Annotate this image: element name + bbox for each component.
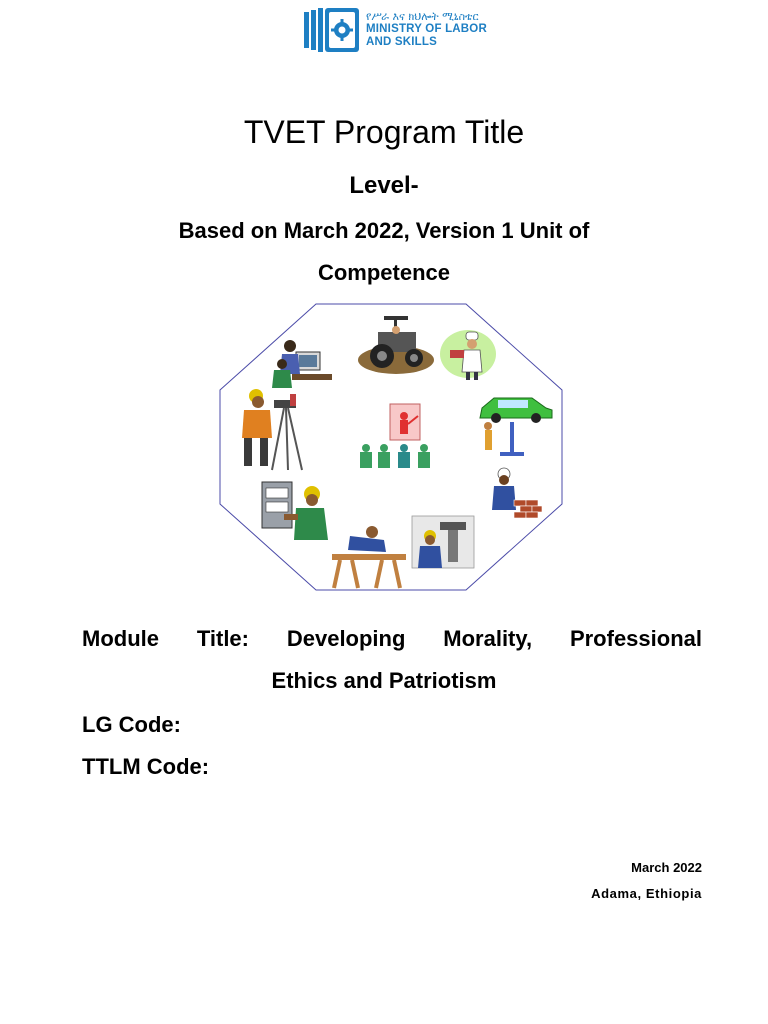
module-title-line-2: Ethics and Patriotism bbox=[271, 668, 497, 693]
module-title-line-1 bbox=[82, 622, 702, 656]
program-title: TVET Program Title bbox=[243, 114, 525, 150]
module-title-word: Title: bbox=[196, 626, 249, 651]
logo-english-line-1: MINISTRY OF LABOR bbox=[366, 23, 487, 35]
lg-code-label: LG Code: bbox=[82, 712, 181, 737]
machinist-icon bbox=[412, 516, 474, 568]
publication-place: Adama, Ethiopia bbox=[591, 886, 702, 901]
module-title-word: Professional bbox=[569, 626, 702, 651]
based-on-line-2: Competence bbox=[317, 260, 451, 285]
ttlm-code-label: TTLM Code: bbox=[82, 754, 210, 779]
module-title-word: Developing bbox=[286, 626, 406, 651]
based-on-line-1: Based on March 2022, Version 1 Unit of bbox=[178, 218, 590, 243]
ministry-logo-text bbox=[366, 10, 506, 49]
occupations-illustration bbox=[218, 302, 564, 592]
module-title-word: Module bbox=[82, 626, 159, 651]
module-title-word: Morality, bbox=[443, 626, 533, 651]
ministry-logo bbox=[302, 6, 502, 54]
ministry-logo-icon bbox=[302, 6, 362, 54]
publication-date: March 2022 bbox=[631, 860, 702, 875]
logo-amharic-name: የሥራ እና ክህሎት ሚኒስቴር bbox=[366, 10, 479, 23]
level-label: Level- bbox=[349, 172, 419, 199]
logo-english-line-2: AND SKILLS bbox=[366, 36, 437, 48]
